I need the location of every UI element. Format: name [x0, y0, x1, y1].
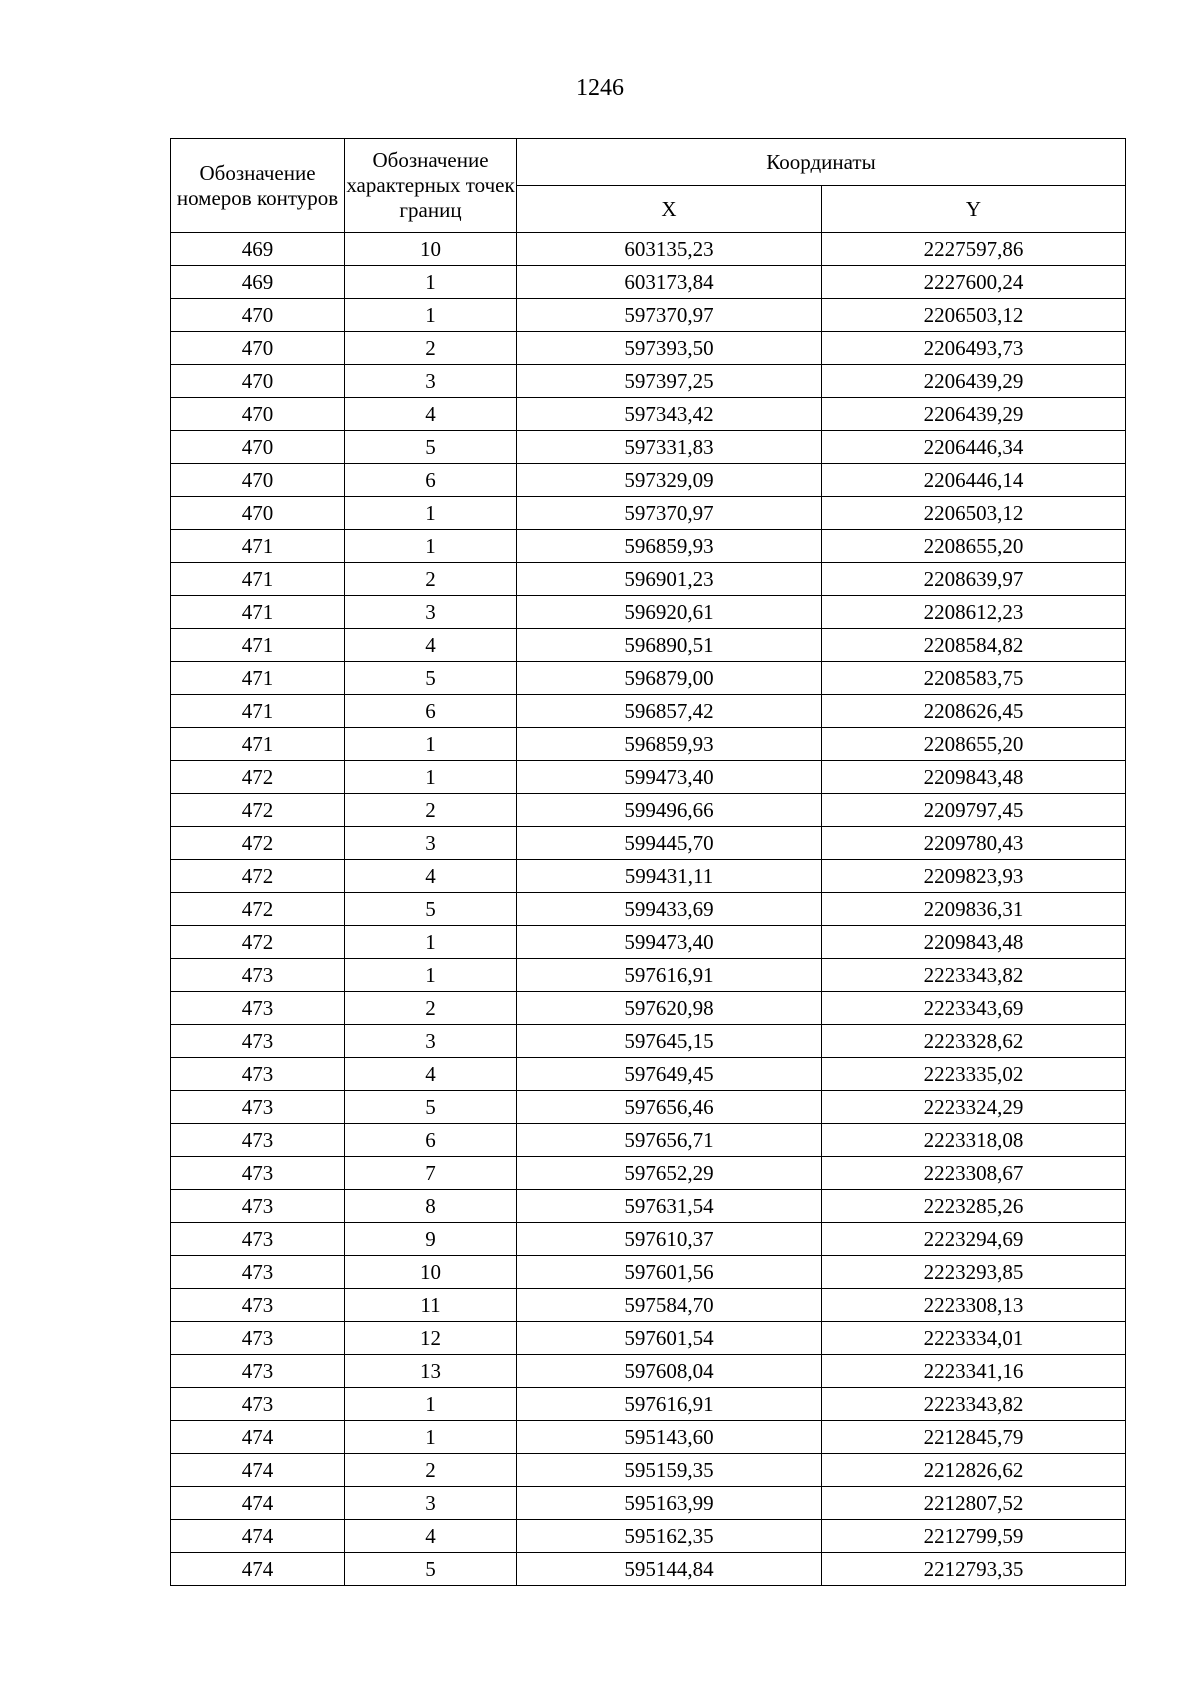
cell-y: 2209836,31 [822, 893, 1126, 926]
table-row [171, 299, 1126, 332]
cell-contour: 473 [171, 959, 345, 992]
table-row [171, 1289, 1126, 1322]
table-row [171, 992, 1126, 1025]
cell-point: 11 [345, 1289, 517, 1322]
cell-point: 6 [345, 1124, 517, 1157]
header-y: Y [822, 186, 1126, 233]
cell-contour: 473 [171, 1025, 345, 1058]
table-row [171, 959, 1126, 992]
table-row [171, 761, 1126, 794]
cell-y: 2209843,48 [822, 926, 1126, 959]
cell-x: 599433,69 [517, 893, 822, 926]
table-row [171, 1355, 1126, 1388]
table-row [171, 1520, 1126, 1553]
cell-y: 2206446,14 [822, 464, 1126, 497]
cell-x: 595159,35 [517, 1454, 822, 1487]
cell-x: 597343,42 [517, 398, 822, 431]
cell-x: 603173,84 [517, 266, 822, 299]
cell-x: 597610,37 [517, 1223, 822, 1256]
cell-contour: 471 [171, 695, 345, 728]
cell-contour: 474 [171, 1487, 345, 1520]
cell-contour: 470 [171, 497, 345, 530]
table-row [171, 1058, 1126, 1091]
cell-point: 2 [345, 992, 517, 1025]
cell-y: 2223324,29 [822, 1091, 1126, 1124]
cell-y: 2209797,45 [822, 794, 1126, 827]
cell-x: 596920,61 [517, 596, 822, 629]
cell-contour: 472 [171, 860, 345, 893]
cell-contour: 470 [171, 365, 345, 398]
cell-x: 596890,51 [517, 629, 822, 662]
table-row [171, 332, 1126, 365]
cell-point: 5 [345, 1091, 517, 1124]
cell-point: 9 [345, 1223, 517, 1256]
cell-y: 2223341,16 [822, 1355, 1126, 1388]
cell-y: 2206439,29 [822, 398, 1126, 431]
cell-contour: 473 [171, 1322, 345, 1355]
cell-y: 2212793,35 [822, 1553, 1126, 1586]
cell-y: 2223343,82 [822, 959, 1126, 992]
table-row [171, 1091, 1126, 1124]
cell-point: 2 [345, 563, 517, 596]
cell-x: 595162,35 [517, 1520, 822, 1553]
table-row [171, 1124, 1126, 1157]
cell-point: 2 [345, 1454, 517, 1487]
cell-x: 597601,54 [517, 1322, 822, 1355]
cell-contour: 474 [171, 1553, 345, 1586]
cell-point: 5 [345, 1553, 517, 1586]
cell-contour: 470 [171, 464, 345, 497]
cell-contour: 470 [171, 299, 345, 332]
cell-x: 597649,45 [517, 1058, 822, 1091]
cell-contour: 470 [171, 398, 345, 431]
cell-contour: 472 [171, 827, 345, 860]
cell-x: 596859,93 [517, 530, 822, 563]
cell-y: 2208583,75 [822, 662, 1126, 695]
cell-y: 2206503,12 [822, 497, 1126, 530]
cell-contour: 473 [171, 1388, 345, 1421]
cell-x: 597331,83 [517, 431, 822, 464]
cell-contour: 474 [171, 1454, 345, 1487]
cell-point: 3 [345, 1487, 517, 1520]
table-row [171, 794, 1126, 827]
cell-y: 2208626,45 [822, 695, 1126, 728]
cell-x: 595163,99 [517, 1487, 822, 1520]
cell-y: 2212845,79 [822, 1421, 1126, 1454]
cell-x: 596879,00 [517, 662, 822, 695]
cell-y: 2206493,73 [822, 332, 1126, 365]
cell-y: 2223334,01 [822, 1322, 1126, 1355]
cell-y: 2223328,62 [822, 1025, 1126, 1058]
cell-contour: 472 [171, 761, 345, 794]
cell-y: 2212826,62 [822, 1454, 1126, 1487]
cell-y: 2208655,20 [822, 728, 1126, 761]
cell-x: 596901,23 [517, 563, 822, 596]
cell-contour: 473 [171, 1058, 345, 1091]
cell-x: 597393,50 [517, 332, 822, 365]
cell-x: 597616,91 [517, 1388, 822, 1421]
cell-point: 1 [345, 299, 517, 332]
table-row [171, 1157, 1126, 1190]
table-row [171, 1553, 1126, 1586]
table-row [171, 365, 1126, 398]
cell-x: 597397,25 [517, 365, 822, 398]
cell-y: 2212799,59 [822, 1520, 1126, 1553]
table-row [171, 695, 1126, 728]
cell-x: 597329,09 [517, 464, 822, 497]
cell-y: 2223293,85 [822, 1256, 1126, 1289]
header-boundary-points: Обозначение характерных точек границ [345, 139, 517, 233]
cell-x: 597656,71 [517, 1124, 822, 1157]
cell-point: 1 [345, 530, 517, 563]
table-row [171, 530, 1126, 563]
cell-point: 8 [345, 1190, 517, 1223]
cell-x: 595143,60 [517, 1421, 822, 1454]
cell-contour: 471 [171, 530, 345, 563]
cell-point: 13 [345, 1355, 517, 1388]
cell-y: 2208612,23 [822, 596, 1126, 629]
cell-point: 1 [345, 266, 517, 299]
cell-y: 2208584,82 [822, 629, 1126, 662]
cell-point: 1 [345, 959, 517, 992]
cell-point: 1 [345, 926, 517, 959]
cell-point: 1 [345, 497, 517, 530]
cell-point: 1 [345, 728, 517, 761]
cell-point: 2 [345, 332, 517, 365]
table-row [171, 1256, 1126, 1289]
table-row [171, 728, 1126, 761]
table-row [171, 233, 1126, 266]
cell-y: 2223318,08 [822, 1124, 1126, 1157]
cell-y: 2208639,97 [822, 563, 1126, 596]
table-body [171, 233, 1126, 1586]
table-row [171, 1421, 1126, 1454]
cell-point: 1 [345, 761, 517, 794]
table-row [171, 266, 1126, 299]
cell-y: 2223343,69 [822, 992, 1126, 1025]
cell-y: 2223308,13 [822, 1289, 1126, 1322]
coordinates-table [170, 138, 1126, 1586]
cell-x: 599473,40 [517, 761, 822, 794]
cell-y: 2223335,02 [822, 1058, 1126, 1091]
cell-point: 3 [345, 1025, 517, 1058]
cell-contour: 474 [171, 1421, 345, 1454]
table-row [171, 1322, 1126, 1355]
table-row [171, 662, 1126, 695]
cell-x: 603135,23 [517, 233, 822, 266]
table-row [171, 860, 1126, 893]
cell-contour: 471 [171, 629, 345, 662]
cell-x: 599473,40 [517, 926, 822, 959]
table-header [171, 139, 1126, 233]
cell-y: 2209780,43 [822, 827, 1126, 860]
cell-contour: 469 [171, 266, 345, 299]
cell-contour: 470 [171, 431, 345, 464]
cell-x: 597608,04 [517, 1355, 822, 1388]
cell-x: 599445,70 [517, 827, 822, 860]
cell-point: 4 [345, 1520, 517, 1553]
cell-x: 597370,97 [517, 299, 822, 332]
table-row [171, 398, 1126, 431]
cell-y: 2209823,93 [822, 860, 1126, 893]
cell-contour: 471 [171, 563, 345, 596]
cell-point: 3 [345, 365, 517, 398]
cell-contour: 472 [171, 794, 345, 827]
cell-y: 2227597,86 [822, 233, 1126, 266]
cell-x: 597656,46 [517, 1091, 822, 1124]
cell-y: 2227600,24 [822, 266, 1126, 299]
table-row [171, 629, 1126, 662]
cell-y: 2208655,20 [822, 530, 1126, 563]
cell-x: 599431,11 [517, 860, 822, 893]
cell-y: 2209843,48 [822, 761, 1126, 794]
cell-x: 597620,98 [517, 992, 822, 1025]
cell-x: 597652,29 [517, 1157, 822, 1190]
cell-point: 12 [345, 1322, 517, 1355]
cell-y: 2223294,69 [822, 1223, 1126, 1256]
table-row [171, 431, 1126, 464]
cell-point: 10 [345, 233, 517, 266]
header-contour-numbers: Обозначение номеров контуров [171, 139, 345, 233]
cell-point: 3 [345, 827, 517, 860]
cell-contour: 474 [171, 1520, 345, 1553]
cell-contour: 469 [171, 233, 345, 266]
cell-y: 2223285,26 [822, 1190, 1126, 1223]
cell-contour: 473 [171, 1355, 345, 1388]
cell-contour: 471 [171, 728, 345, 761]
cell-x: 597645,15 [517, 1025, 822, 1058]
cell-point: 10 [345, 1256, 517, 1289]
cell-x: 597616,91 [517, 959, 822, 992]
cell-contour: 473 [171, 992, 345, 1025]
table-row [171, 1388, 1126, 1421]
cell-x: 595144,84 [517, 1553, 822, 1586]
table-row [171, 1223, 1126, 1256]
cell-x: 597631,54 [517, 1190, 822, 1223]
cell-contour: 472 [171, 893, 345, 926]
cell-contour: 471 [171, 662, 345, 695]
cell-point: 4 [345, 398, 517, 431]
cell-x: 597584,70 [517, 1289, 822, 1322]
table-row [171, 1454, 1126, 1487]
cell-contour: 473 [171, 1157, 345, 1190]
cell-x: 596857,42 [517, 695, 822, 728]
cell-x: 597370,97 [517, 497, 822, 530]
table-row [171, 497, 1126, 530]
cell-contour: 471 [171, 596, 345, 629]
cell-x: 597601,56 [517, 1256, 822, 1289]
cell-point: 5 [345, 893, 517, 926]
cell-contour: 473 [171, 1091, 345, 1124]
cell-x: 599496,66 [517, 794, 822, 827]
cell-point: 4 [345, 860, 517, 893]
cell-contour: 473 [171, 1289, 345, 1322]
cell-y: 2206439,29 [822, 365, 1126, 398]
cell-y: 2223308,67 [822, 1157, 1126, 1190]
cell-point: 7 [345, 1157, 517, 1190]
cell-contour: 472 [171, 926, 345, 959]
cell-point: 4 [345, 1058, 517, 1091]
cell-point: 3 [345, 596, 517, 629]
cell-point: 4 [345, 629, 517, 662]
header-x: X [517, 186, 822, 233]
cell-y: 2223343,82 [822, 1388, 1126, 1421]
cell-point: 5 [345, 431, 517, 464]
cell-x: 596859,93 [517, 728, 822, 761]
table-row [171, 893, 1126, 926]
table-row [171, 464, 1126, 497]
table-row [171, 827, 1126, 860]
cell-point: 5 [345, 662, 517, 695]
page-number: 1246 [576, 75, 624, 101]
cell-contour: 473 [171, 1190, 345, 1223]
cell-contour: 473 [171, 1124, 345, 1157]
table-row [171, 596, 1126, 629]
cell-contour: 473 [171, 1223, 345, 1256]
cell-contour: 470 [171, 332, 345, 365]
table-row [171, 1190, 1126, 1223]
cell-y: 2206446,34 [822, 431, 1126, 464]
table-row [171, 926, 1126, 959]
cell-point: 1 [345, 1421, 517, 1454]
header-coordinates: Координаты [517, 139, 1126, 186]
cell-point: 1 [345, 1388, 517, 1421]
cell-point: 6 [345, 695, 517, 728]
cell-contour: 473 [171, 1256, 345, 1289]
table-row [171, 1025, 1126, 1058]
cell-point: 2 [345, 794, 517, 827]
table-row [171, 1487, 1126, 1520]
cell-y: 2212807,52 [822, 1487, 1126, 1520]
cell-point: 6 [345, 464, 517, 497]
table-row [171, 563, 1126, 596]
cell-y: 2206503,12 [822, 299, 1126, 332]
